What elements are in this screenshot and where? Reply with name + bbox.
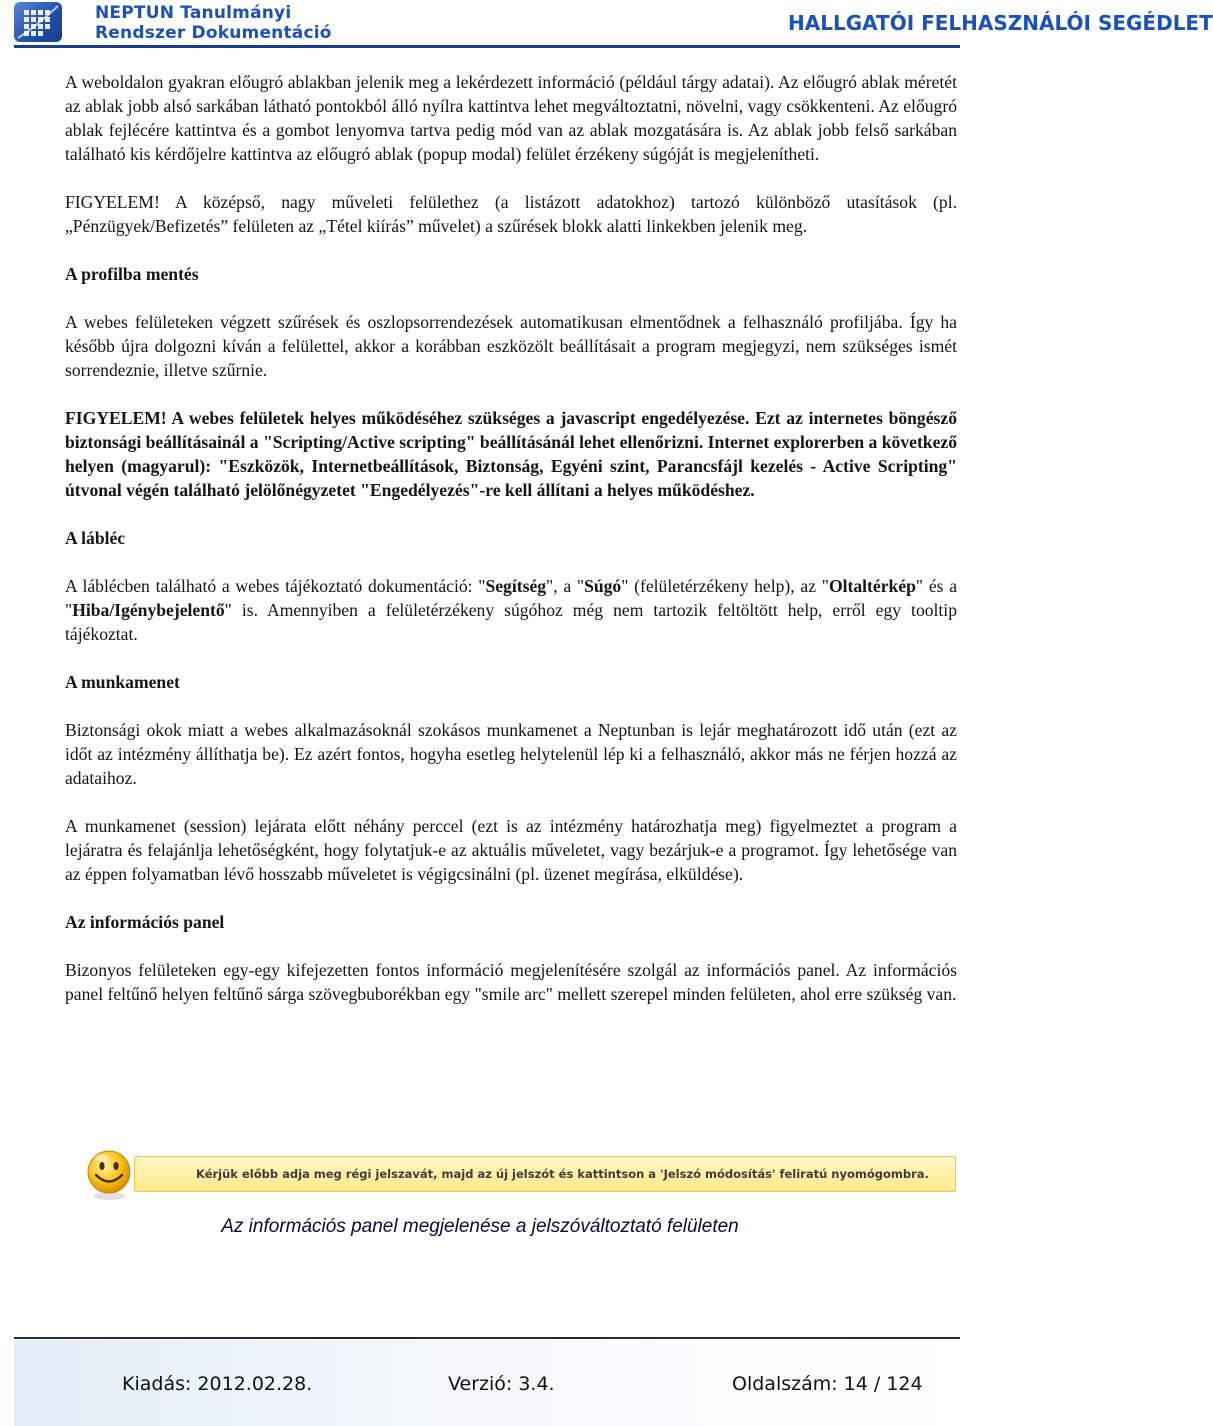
- info-panel-text: Kérjük előbb adja meg régi jelszavát, majd az új jelszót és kattintson a 'Jelszó módosítás' feliratú nyomógombra.: [196, 1167, 929, 1181]
- info-panel-figure: [84, 1146, 954, 1210]
- footer-text-part: A láblécben található a webes tájékoztató dokumentáció: ": [65, 576, 486, 596]
- paragraph-session-2: A munkamenet (session) lejárata előtt néhány perccel (ezt is az intézmény határozhatja meg) figyelmeztet a program a lejáratra és felajánlja lehetőségként, hogy folytatjuk-e az aktuális műveletet, vagy bezárjuk-e a programot. Így lehetősége van az éppen folyamatban lévő hosszabb műveletet is végigcsinálni (pl. üzenet megírása, elküldése).: [65, 816, 957, 884]
- footer-page-number: Oldalszám: 14 / 124: [732, 1373, 923, 1395]
- paragraph-session-1: Biztonsági okok miatt a webes alkalmazásoknál szokásos munkamenet a Neptunban is lejár meghatározott idő után (ezt az időt az intézmény állíthatja be). Ez azért fontos, hogyha esetleg helytelenül lép ki a felhasználó, akkor más ne férjen hozzá az adataihoz.: [65, 720, 957, 788]
- attention-text: A középső, nagy műveleti felülethez (a listázott adatokhoz) tartozó különböző utasítások (pl. „Pénzügyek/Befizetés” felületen az „Tétel kiírás” művelet) a szűrések blokk alatti linkekben jelenik meg.: [65, 192, 957, 236]
- footer-version: Verzió: 3.4.: [448, 1373, 555, 1395]
- paragraph-javascript-warning: FIGYELEM! A webes felületek helyes működéséhez szükséges a javascript engedélyezése. Ezt az internetes böngésző biztonsági beállításainál a "Scripting/Active scripting" beállításánál lehet ellenőrizni. Internet explorerben a következő helyen (magyarul): "Eszközök, Internetbeállítások, Biztonság, Egyéni szint, Parancsfájl kezelés - Active Scripting" útvonal végén található jelölőnégyzetet "Engedélyezés"-re kell állítani a helyes működéshez.: [65, 408, 957, 500]
- header-divider: [14, 45, 960, 48]
- paragraph-footer: [65, 574, 957, 646]
- heading-session: A munkamenet: [65, 672, 180, 692]
- heading-profile-save: A profilba mentés: [65, 264, 199, 284]
- brand-name-line2: Rendszer Dokumentáció: [95, 23, 332, 43]
- footer-release: Kiadás: 2012.02.28.: [122, 1373, 313, 1395]
- attention-label: FIGYELEM!: [65, 192, 160, 212]
- document-header: [0, 0, 1213, 46]
- document-title: HALLGATÓI FELHASZNÁLÓI SEGÉDLET: [788, 11, 1213, 35]
- heading-info-panel: Az információs panel: [65, 912, 225, 932]
- bug-report-term: Hiba/Igénybejelentő: [72, 600, 225, 620]
- footer-text-part: " és a ": [65, 576, 958, 620]
- paragraph-attention-1: [65, 190, 957, 238]
- brand-name-line1: NEPTUN Tanulmányi: [95, 3, 292, 23]
- page-body: [65, 70, 957, 1006]
- paragraph-info-panel: Bizonyos felületeken egy-egy kifejezetten fontos információ megjelenítésére szolgál az információs panel. Az információs panel feltűnő helyen feltűnő sárga szövegbuborékban egy "smile arc" mellett szerepel minden felületen, ahol erre szükség van.: [65, 960, 957, 1004]
- footer-text-part: " (felületérzékeny help), az ": [621, 576, 829, 596]
- paragraph-popup: A weboldalon gyakran előugró ablakban jelenik meg a lekérdezett információ (például tárgy adatai). Az előugró ablak méretét az ablak jobb alsó sarkában látható pontokból álló nyílra kattintva lehet megváltoztatni, növelni, vagy csökkenteni. Az előugró ablak fejlécére kattintva és a gombot lenyomva tartva pedig mód van az ablak mozgatására is. Az ablak jobb felső sarkában található kis kérdőjelre kattintva az előugró ablak (popup modal) felület érzékeny súgóját is megjelenítheti.: [65, 72, 957, 164]
- footer-divider: [14, 1337, 960, 1339]
- help-term: Segítség: [485, 576, 547, 596]
- heading-footer: A lábléc: [65, 528, 126, 548]
- footer-text-part: ", a ": [546, 576, 585, 596]
- info-panel-bubble: [134, 1156, 956, 1192]
- paragraph-profile-save: A webes felületeken végzett szűrések és oszlopsorrendezések automatikusan elmentődnek a felhasználó profiljába. Így ha később újra dolgozni kíván a felülettel, akkor a korábban eszközölt beállításait a program megjegyzi, nem szükséges ismét sorrendeznie, illetve szűrnie.: [65, 312, 957, 380]
- neptun-logo: [14, 2, 62, 42]
- footer-text-part: " is. Amennyiben a felületérzékeny súgóhoz még nem tartozik feltöltött help, erről egy tooltip tájékoztat.: [65, 600, 957, 644]
- smiley-icon: [84, 1146, 134, 1202]
- grid-logo-icon: [14, 2, 62, 42]
- context-help-term: Súgó: [584, 576, 622, 596]
- figure-caption: Az információs panel megjelenése a jelszóváltoztató felületen: [221, 1216, 739, 1237]
- sitemap-term: Oltaltérkép: [828, 576, 916, 596]
